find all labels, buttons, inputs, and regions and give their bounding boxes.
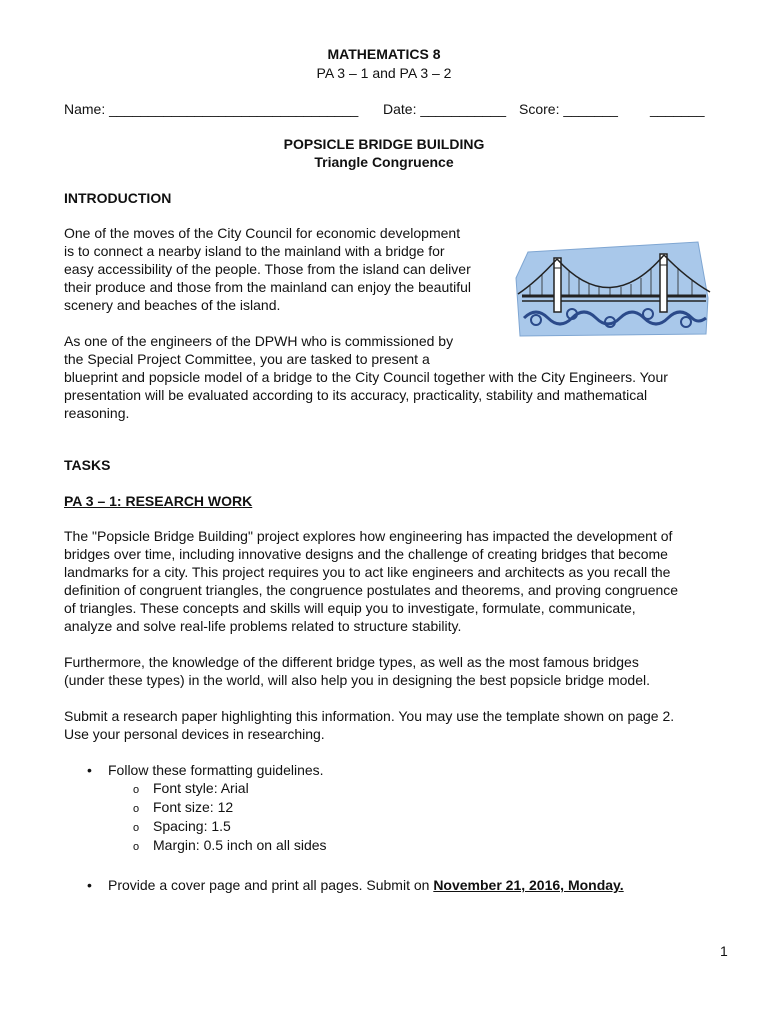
score-field: Score: _______ [519,101,618,117]
bullet-icon: • [87,762,92,778]
text-line: of triangles. These concepts and skills will equip you to investigate, formulate, communicate, [64,600,636,616]
doc-subject: MATHEMATICS 8 [327,46,441,62]
score-blank: _______ [650,101,705,117]
tasks-paragraph-3 [64,707,674,743]
bridge-clipart [514,238,712,340]
format-font-style: Font style: Arial [153,780,249,796]
text-line: easy accessibility of the people. Those from the island can deliver [64,261,471,277]
intro-paragraph-1 [64,224,471,314]
text-line: definition of congruent triangles, the congruence postulates and theorems, and proving congruence [64,582,679,598]
page-number: 1 [720,943,728,959]
bullet-submission [108,876,624,894]
tasks-paragraph-2 [64,653,650,689]
name-field: Name: ________________________________ [64,101,359,117]
text-line: is to connect a nearby island to the mainland with a bridge for [64,243,445,259]
tasks-paragraph-1 [64,527,678,635]
text-line: One of the moves of the City Council for economic development [64,225,461,241]
doc-subtitle: Triangle Congruence [314,154,454,170]
due-date: November 21, 2016, Monday. [433,877,624,893]
doc-title: POPSICLE BRIDGE BUILDING [283,136,485,152]
text-line: Furthermore, the knowledge of the different bridge types, as well as the most famous bridges [64,654,639,670]
circle-bullet-icon: o [133,803,140,815]
text-line: presentation will be evaluated according to its accuracy, practicality, stability and mathematical [64,387,648,403]
text-line: Use your personal devices in researching. [64,726,325,742]
circle-bullet-icon: o [133,822,140,834]
circle-bullet-icon: o [133,784,140,796]
research-work-heading: PA 3 – 1: RESEARCH WORK [64,493,253,509]
text-line: As one of the engineers of the DPWH who is commissioned by [64,333,454,349]
introduction-heading: INTRODUCTION [64,190,172,206]
date-field: Date: ___________ [383,101,506,117]
intro-paragraph-2 [64,332,668,422]
doc-codes: PA 3 – 1 and PA 3 – 2 [316,65,452,81]
circle-bullet-icon: o [133,841,140,853]
text-line: bridges over time, including innovative designs and the challenge of creating bridges that become [64,546,668,562]
bullet-icon: • [87,877,92,893]
text-line: blueprint and popsicle model of a bridge to the City Council together with the City Engineers. Your [64,369,668,385]
bullet-formatting: Follow these formatting guidelines. [108,762,324,778]
submission-text: Provide a cover page and print all pages. Submit on [108,877,434,893]
format-spacing: Spacing: 1.5 [153,818,231,834]
text-line: analyze and solve real-life problems related to structure stability. [64,618,462,634]
tasks-heading: TASKS [64,457,111,473]
text-line: Submit a research paper highlighting this information. You may use the template shown on page 2. [64,708,675,724]
text-line: scenery and beaches of the island. [64,297,281,313]
text-line: their produce and those from the mainland can enjoy the beautiful [64,279,472,295]
text-line: the Special Project Committee, you are tasked to present a [64,351,430,367]
text-line: landmarks for a city. This project requires you to act like engineers and architects as you recall the [64,564,671,580]
format-font-size: Font size: 12 [153,799,234,815]
format-margin: Margin: 0.5 inch on all sides [153,837,327,853]
text-line: (under these types) in the world, will also help you in designing the best popsicle bridge model. [64,672,651,688]
text-line: reasoning. [64,405,130,421]
text-line: The "Popsicle Bridge Building" project explores how engineering has impacted the development of [64,528,673,544]
